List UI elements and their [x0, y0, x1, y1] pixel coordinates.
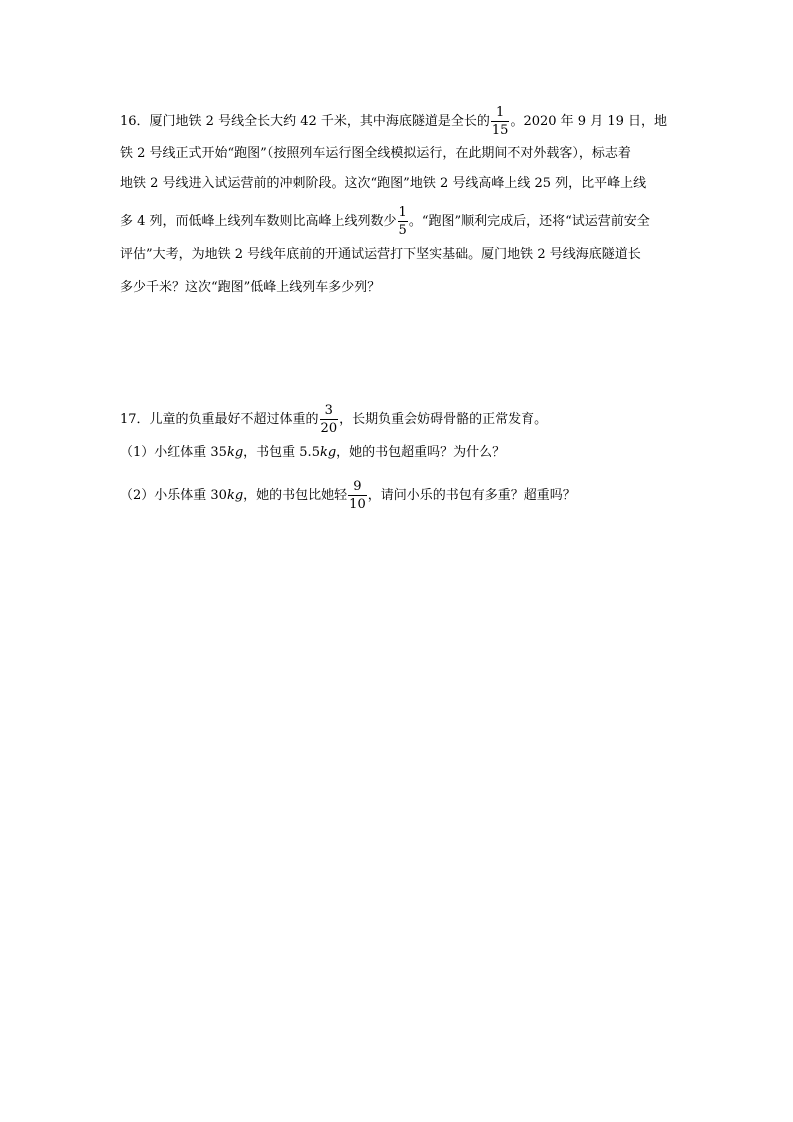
fraction-denominator: 10 [349, 497, 366, 512]
q17-part1-text: ，书包重 5.5 [243, 445, 320, 460]
q17-text: 17．儿童的负重最好不超过体重的 [120, 412, 319, 427]
q17-part-1 [120, 443, 505, 463]
q16-text: 多 4 列，而低峰上线列车数则比高峰上线列数少 [120, 214, 397, 229]
fraction-numerator: 1 [496, 105, 505, 120]
q16-text: 。“跑图”顺利完成后，还将“试运营前安全 [408, 214, 650, 229]
q16-line-6: 多少千米？这次“跑图”低峰上线列车多少列？ [120, 280, 381, 295]
q17-part2-text: ，请问小乐的书包有多重？超重吗？ [367, 488, 576, 503]
unit-kg: kg [319, 445, 337, 460]
q16-line-3: 地铁 2 号线进入试运营前的冲刺阶段。这次“跑图”地铁 2 号线高峰上线 25 列，比平峰上线 [120, 176, 647, 191]
q17-part1-text: ，她的书包超重吗？为什么？ [336, 445, 506, 460]
q17-part2-text: ，她的书包比她轻 [243, 488, 348, 503]
fraction-numerator: 9 [353, 479, 362, 494]
fraction-denominator: 20 [320, 421, 338, 436]
fraction [320, 404, 339, 435]
q17-part1-text: （1）小红体重 35 [120, 445, 227, 460]
q16-line-5: 评估”大考，为地铁 2 号线年底前的开通试运营打下坚实基础。厦门地铁 2 号线海底隧道长 [120, 247, 641, 262]
q17-part2-text: （2）小乐体重 30 [120, 488, 227, 503]
fraction-denominator: 5 [398, 223, 407, 238]
fraction-denominator: 15 [491, 123, 509, 138]
fraction [398, 206, 408, 237]
q16-text: 。2020 年 9 月 19 日，地 [510, 114, 667, 129]
q16-line-1 [120, 106, 667, 137]
q16-text: 16．厦门地铁 2 号线全长大约 42 千米，其中海底隧道是全长的 [120, 114, 490, 129]
q16-line-2: 铁 2 号线正式开始“跑图”（按照列车运行图全线模拟运行，在此期间不对外载客），标志着 [120, 146, 631, 161]
q17-text: ，长期负重会妨碍骨骼的正常发育。 [339, 412, 548, 427]
q17-part-2 [120, 480, 576, 511]
fraction [348, 480, 367, 511]
fraction-numerator: 1 [398, 205, 407, 220]
unit-kg: kg [226, 445, 244, 460]
fraction [491, 106, 510, 137]
fraction-numerator: 3 [324, 403, 333, 418]
q16-line-4 [120, 206, 650, 237]
q17-stem [120, 404, 547, 435]
unit-kg: kg [226, 488, 244, 503]
